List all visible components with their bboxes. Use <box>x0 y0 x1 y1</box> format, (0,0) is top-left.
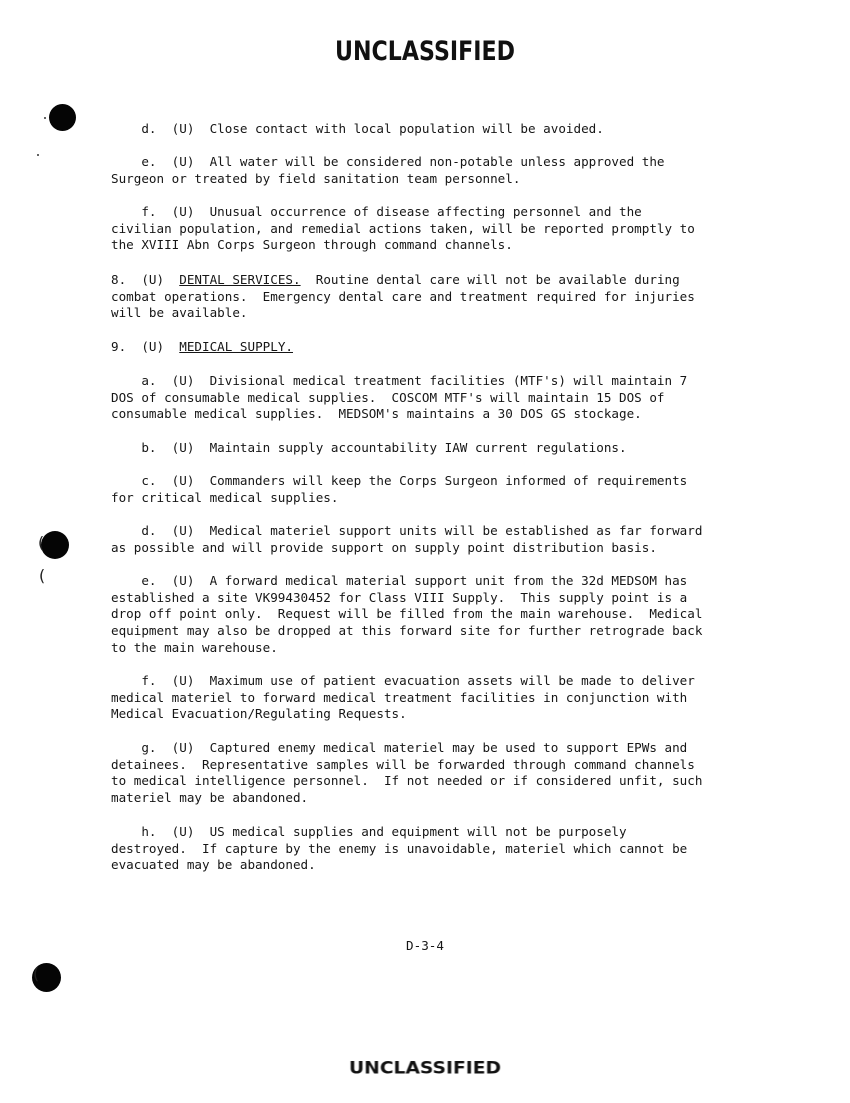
punch-hole-top <box>49 104 76 131</box>
header-classification-marking: UNCLASSIFIED <box>334 36 515 67</box>
margin-paren-middle-lower: ( <box>37 566 47 585</box>
paragraph-9g: g. (U) Captured enemy medical materiel may be used to support EPWs and detainees. Representative samples will be forwarded through command channels to medical intelligence personnel. If not needed or if considered unfit, such materiel may be abandoned. <box>111 740 703 806</box>
scan-speck <box>44 117 46 119</box>
paragraph-9d: d. (U) Medical materiel support units will be established as far forward as possible and will provide support on supply point distribution basis. <box>111 523 703 555</box>
paragraph-8-dental-services: 8. (U) DENTAL SERVICES. Routine dental care will not be available during combat operations. Emergency dental care and treatment required for injuries will be available. <box>111 272 695 321</box>
heading-dental-services: DENTAL SERVICES. <box>179 272 301 287</box>
footer-classification-marking: UNCLASSIFIED <box>348 1059 502 1078</box>
paragraph-9c: c. (U) Commanders will keep the Corps Surgeon informed of requirements for critical medical supplies. <box>111 473 688 505</box>
page-number: D-3-4 <box>406 938 444 953</box>
margin-paren-bottom: ( <box>31 964 41 983</box>
scan-speck <box>37 154 39 156</box>
paragraph-7e: e. (U) All water will be considered non-potable unless approved the Surgeon or treated by field sanitation team personnel. <box>111 154 665 186</box>
paragraph-9h: h. (U) US medical supplies and equipment will not be purposely destroyed. If capture by the enemy is unavoidable, materiel which cannot be evacuated may be abandoned. <box>111 824 688 873</box>
paragraph-7f: f. (U) Unusual occurrence of disease affecting personnel and the civilian population, and remedial actions taken, will be reported promptly to the XVIII Abn Corps Surgeon through command channels. <box>111 204 695 253</box>
paragraph-9a: a. (U) Divisional medical treatment facilities (MTF's) will maintain 7 DOS of consumable medical supplies. COSCOM MTF's will maintain 15 DOS of consumable medical supplies. MEDSOM's maintains a 30 DOS GS stockage. <box>111 373 688 422</box>
paragraph-7d: d. (U) Close contact with local population will be avoided. <box>111 121 604 136</box>
heading-medical-supply: MEDICAL SUPPLY. <box>179 339 293 354</box>
paragraph-9b: b. (U) Maintain supply accountability IAW current regulations. <box>111 440 627 455</box>
paragraph-9-medical-supply: 9. (U) MEDICAL SUPPLY. <box>111 339 293 354</box>
paragraph-9f: f. (U) Maximum use of patient evacuation assets will be made to deliver medical materiel to forward medical treatment facilities in conjunction with Medical Evacuation/Regulating Requests. <box>111 673 695 722</box>
paragraph-9e: e. (U) A forward medical material support unit from the 32d MEDSOM has established a site VK99430452 for Class VIII Supply. This supply point is a drop off point only. Request will be filled from the main warehouse. Medical equipment may also be dropped at this forward site for further retrograde back to the main warehouse. <box>111 573 703 655</box>
margin-paren-middle: ( <box>36 533 46 552</box>
